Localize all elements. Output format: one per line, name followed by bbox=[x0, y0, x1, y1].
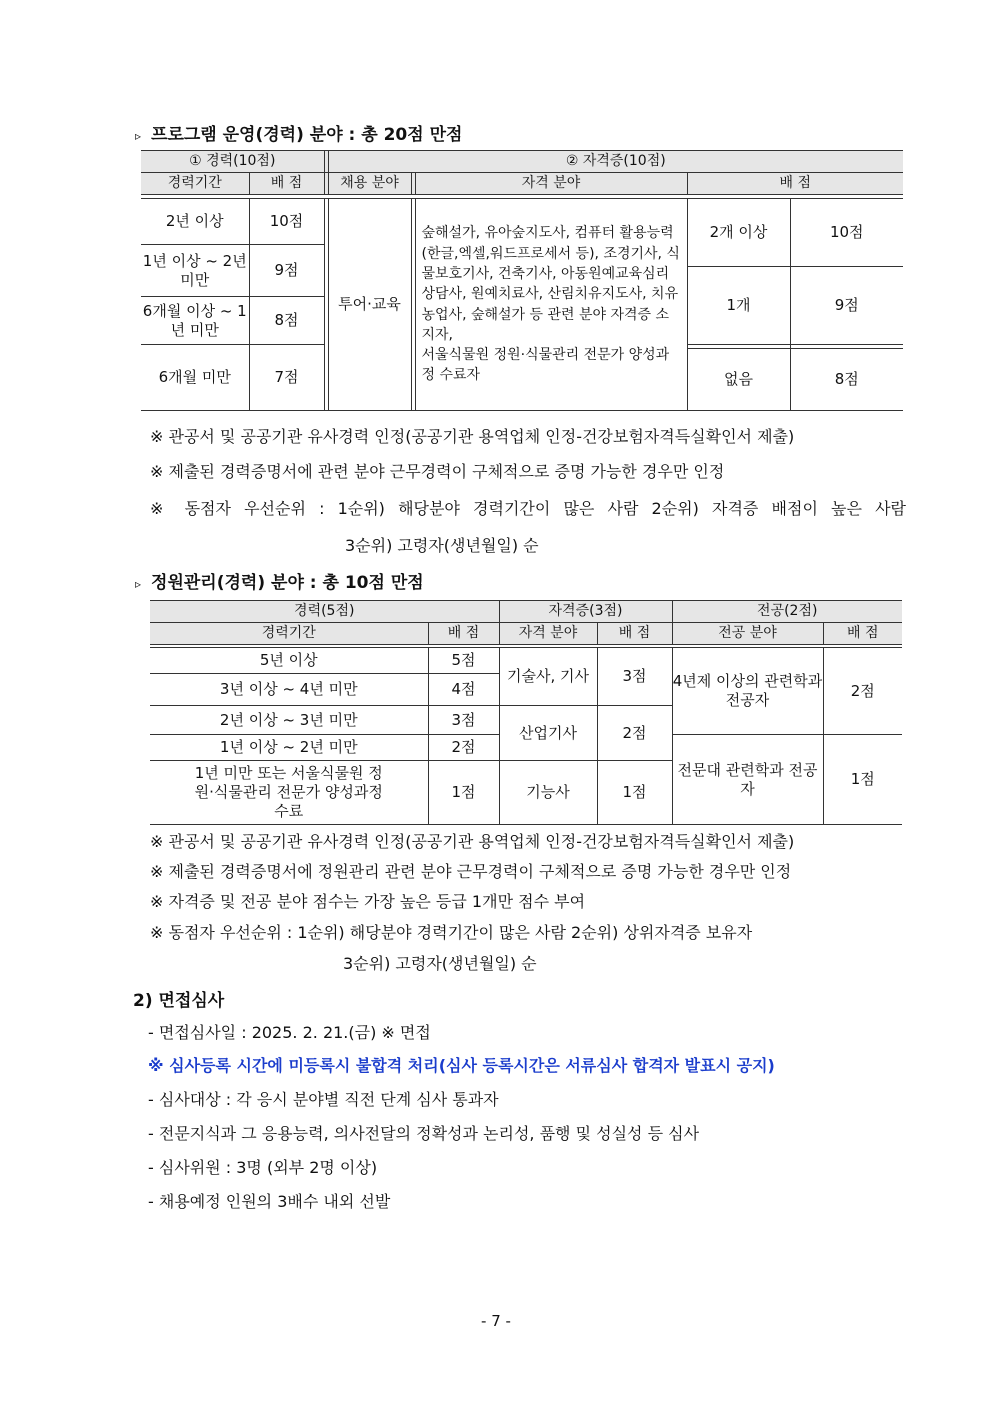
page-number: - 7 - bbox=[481, 1312, 511, 1330]
cert-field-text: 숲해설가, 유아숲지도사, 컴퓨터 활용능력(한글,엑셀,워드프로세서 등), 조경기사, 식물보호기사, 건축기사, 아동원예교육심리상담사, 원예치료사, 산림치유지도사, 치유농업사, 숲해설가 등 관련 분야 자격증 소지자, 서울식물원 정원·식물관리 전문가 양성과정 수료자 bbox=[415, 199, 687, 411]
g-career-score-4: 2점 bbox=[428, 735, 499, 761]
g-cert-score-1: 3점 bbox=[597, 648, 672, 706]
g-career-period-3: 2년 이상 ~ 3년 미만 bbox=[150, 706, 428, 735]
g-major-score-1: 2점 bbox=[823, 648, 902, 735]
g-career-period-1: 5년 이상 bbox=[150, 648, 428, 674]
g-career-score-5: 1점 bbox=[428, 761, 499, 825]
g-career-period-2: 3년 이상 ~ 4년 미만 bbox=[150, 674, 428, 706]
career-score-3: 8점 bbox=[249, 297, 324, 345]
col-period: 경력기간 bbox=[141, 173, 249, 195]
col-score-2: 배 점 bbox=[428, 623, 499, 645]
career-score-4: 7점 bbox=[249, 345, 324, 411]
sec2-note-2: ※ 제출된 경력증명서에 정원관리 관련 분야 근무경력이 구체적으로 증명 가능한 경우만 인정 bbox=[150, 862, 792, 881]
g-cert-score-2: 2점 bbox=[597, 706, 672, 761]
g-career-score-1: 5점 bbox=[428, 648, 499, 674]
sec1-note-2: ※ 제출된 경력증명서에 관련 분야 근무경력이 구체적으로 증명 가능한 경우만 인정 bbox=[150, 462, 725, 481]
col-score: 배 점 bbox=[249, 173, 324, 195]
col-certscore-2: 배 점 bbox=[597, 623, 672, 645]
g-major-score-2: 1점 bbox=[850, 770, 875, 789]
col-majorscore: 배 점 bbox=[823, 623, 902, 645]
cert-score-2: 9점 bbox=[790, 267, 903, 345]
g-major-name-1: 4년제 이상의 관련학과 전공자 bbox=[672, 648, 823, 735]
program-score-table bbox=[141, 150, 903, 411]
section1-title: ▹ 프로그램 운영(경력) 분야 : 총 20점 만점 bbox=[135, 125, 463, 145]
sec1-note-3: ※ 동점자 우선순위 : 1순위) 해당분야 경력기간이 많은 사람 2순위) 자격증 배점이 높은 사람 bbox=[150, 499, 906, 518]
triangle-marker-icon: ▹ bbox=[135, 577, 142, 591]
g-career-score-3: 3점 bbox=[428, 706, 499, 735]
cert-count-1: 2개 이상 bbox=[687, 199, 790, 267]
sec2-note-3: ※ 자격증 및 전공 분야 점수는 가장 높은 등급 1개만 점수 부여 bbox=[150, 892, 586, 911]
interview-item-3: - 전문지식과 그 응용능력, 의사전달의 정확성과 논리성, 품행 및 성실성 등 심사 bbox=[148, 1124, 700, 1143]
garden-score-table bbox=[150, 600, 902, 825]
career-score-1: 10점 bbox=[249, 199, 324, 245]
g-cert-name-2: 산업기사 bbox=[499, 706, 597, 761]
interview-item-1: - 면접심사일 : 2025. 2. 21.(금) ※ 면접 bbox=[148, 1023, 431, 1042]
cert-score-1: 10점 bbox=[790, 199, 903, 267]
career-period-3: 6개월 이상 ~ 1년 미만 bbox=[141, 297, 249, 345]
career-header: ① 경력(10점) bbox=[141, 151, 324, 173]
section2-title: ▹ 정원관리(경력) 분야 : 총 10점 만점 bbox=[135, 573, 424, 593]
g-career-period-4: 1년 이상 ~ 2년 미만 bbox=[150, 735, 428, 761]
sec2-note-5: 3순위) 고령자(생년월일) 순 bbox=[343, 954, 537, 973]
cert-score-3: 8점 bbox=[834, 370, 859, 389]
interview-title: 2) 면접심사 bbox=[133, 991, 225, 1011]
career-period-2: 1년 이상 ~ 2년 미만 bbox=[141, 245, 249, 297]
major-header: 전공(2점) bbox=[672, 601, 902, 623]
interview-item-2: - 심사대상 : 각 응시 분야별 직전 단계 심사 통과자 bbox=[148, 1090, 499, 1109]
career-period-1: 2년 이상 bbox=[141, 199, 249, 245]
career-score-2: 9점 bbox=[249, 245, 324, 297]
col-period-2: 경력기간 bbox=[150, 623, 428, 645]
col-certfield: 자격 분야 bbox=[415, 173, 687, 195]
cert-header: ② 자격증(10점) bbox=[328, 151, 903, 173]
g-major-name-2: 전문대 관련학과 전공자 bbox=[672, 735, 823, 825]
career-header-2: 경력(5점) bbox=[150, 601, 499, 623]
col-certfield-2: 자격 분야 bbox=[499, 623, 597, 645]
sec1-note-1: ※ 관공서 및 공공기관 유사경력 인정(공공기관 용역업체 인정-건강보험자격득실확인서 제출) bbox=[150, 427, 795, 446]
cert-header-2: 자격증(3점) bbox=[499, 601, 672, 623]
interview-item-4: - 심사위원 : 3명 (외부 2명 이상) bbox=[148, 1158, 378, 1177]
interview-warning: ※ 심사등록 시간에 미등록시 불합격 처리(심사 등록시간은 서류심사 합격자 발표시 공지) bbox=[148, 1056, 775, 1075]
g-cert-name-1: 기술사, 기사 bbox=[499, 648, 597, 706]
col-field: 채용 분야 bbox=[328, 173, 411, 195]
g-cert-name-3: 기능사 bbox=[499, 761, 597, 825]
cert-count-2: 1개 bbox=[687, 267, 790, 345]
cert-count-3: 없음 bbox=[687, 349, 790, 411]
g-career-period-5: 1년 미만 또는 서울식물원 정원·식물관리 전문가 양성과정 수료 bbox=[150, 761, 428, 825]
g-cert-score-3: 1점 bbox=[597, 761, 672, 825]
triangle-marker-icon: ▹ bbox=[135, 129, 142, 143]
field-name: 투어·교육 bbox=[328, 199, 411, 411]
sec1-note-4: 3순위) 고령자(생년월일) 순 bbox=[345, 536, 539, 555]
sec2-note-1: ※ 관공서 및 공공기관 유사경력 인정(공공기관 용역업체 인정-건강보험자격득실확인서 제출) bbox=[150, 832, 795, 851]
col-certscore: 배 점 bbox=[687, 173, 903, 195]
career-period-4: 6개월 미만 bbox=[141, 345, 249, 411]
col-major: 전공 분야 bbox=[672, 623, 823, 645]
interview-item-5: - 채용예정 인원의 3배수 내외 선발 bbox=[148, 1192, 391, 1211]
g-career-score-2: 4점 bbox=[428, 674, 499, 706]
sec2-note-4: ※ 동점자 우선순위 : 1순위) 해당분야 경력기간이 많은 사람 2순위) 상위자격증 보유자 bbox=[150, 923, 753, 942]
